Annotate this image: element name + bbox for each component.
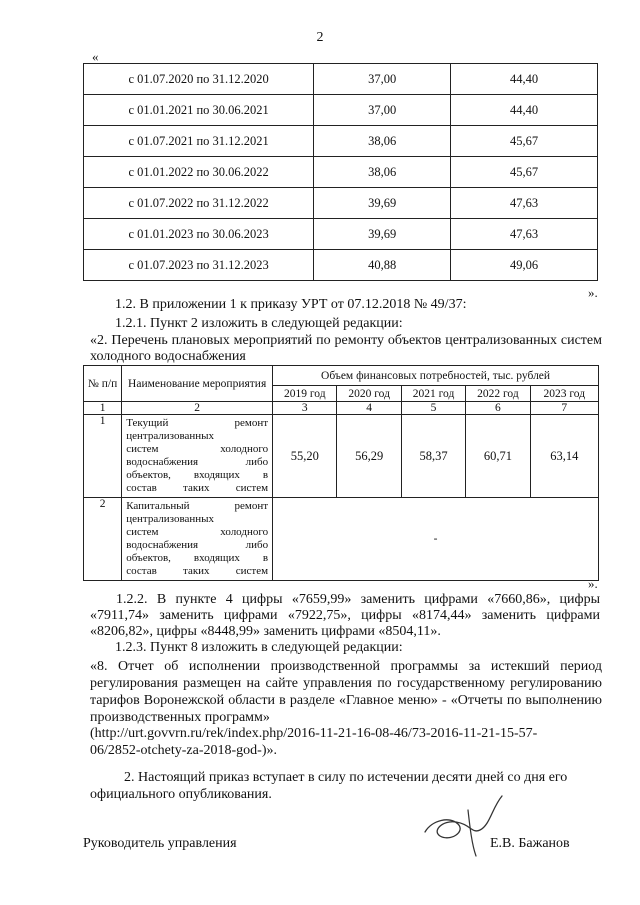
row-num: 1 <box>84 415 122 498</box>
item-8-text: «8. Отчет об исполнении производственной программы за истекший период регулирования размещен на сайте управления по государственному регулированию тарифов Воронежской области в разделе «Главное меню» - «Отчеты по выполнению производственных программ» <box>90 659 602 725</box>
index-cell: 7 <box>530 402 598 415</box>
index-cell: 5 <box>401 402 465 415</box>
index-cell: 2 <box>122 402 273 415</box>
table-row <box>84 250 598 281</box>
value-cell: 56,29 <box>337 415 401 498</box>
costs-table <box>83 365 599 581</box>
year-header: 2019 год <box>273 386 337 402</box>
index-cell: 1 <box>84 402 122 415</box>
table-row <box>84 157 598 188</box>
period-cell: с 01.07.2020 по 31.12.2020 <box>84 64 314 95</box>
value-cell: 38,06 <box>314 126 451 157</box>
value-cell: 37,00 <box>314 95 451 126</box>
value-cell: 39,69 <box>314 219 451 250</box>
year-header: 2023 год <box>530 386 598 402</box>
closing-quote: ». <box>588 285 598 300</box>
index-cell: 3 <box>273 402 337 415</box>
signer-name: Е.В. Бажанов <box>490 836 570 851</box>
header-num: № п/п <box>84 366 122 402</box>
value-cell: 38,06 <box>314 157 451 188</box>
value-cell: 44,40 <box>451 95 598 126</box>
period-cell: с 01.07.2023 по 31.12.2023 <box>84 250 314 281</box>
item-2-line2: официального опубликования. <box>90 787 272 802</box>
item-1-2-2: 1.2.2. В пункте 4 цифры «7659,99» заменить цифрами «7660,86», цифры «7911,74» заменить цифрами «7922,75», цифры «8174,44» заменить цифрами «8206,82», цифры «8448,99» заменить цифрами «8504,11». <box>90 592 600 639</box>
value-cell: 58,37 <box>401 415 465 498</box>
value-cell: 55,20 <box>273 415 337 498</box>
value-cell: 37,00 <box>314 64 451 95</box>
table-row <box>84 95 598 126</box>
merged-value-cell: - <box>273 498 599 581</box>
item-2-line1: 2. Настоящий приказ вступает в силу по истечении десяти дней со дня его <box>124 770 568 785</box>
year-header: 2020 год <box>337 386 401 402</box>
index-cell: 6 <box>466 402 530 415</box>
signer-title: Руководитель управления <box>83 836 237 851</box>
value-cell: 40,88 <box>314 250 451 281</box>
activity-name: Капитальный ремонт централизованных систем холодного водоснабжения либо объектов, входящих в состав таких систем <box>122 498 273 581</box>
item-8-url-line2: 06/2852-otchety-za-2018-god-)». <box>90 743 277 758</box>
header-name: Наименование мероприятия <box>122 366 273 402</box>
table-row <box>84 498 599 581</box>
period-cell: с 01.01.2023 по 30.06.2023 <box>84 219 314 250</box>
value-cell: 44,40 <box>451 64 598 95</box>
table-row <box>84 219 598 250</box>
row-num: 2 <box>84 498 122 581</box>
table-row <box>84 126 598 157</box>
table-row <box>84 415 599 498</box>
value-cell: 45,67 <box>451 126 598 157</box>
value-cell: 47,63 <box>451 219 598 250</box>
value-cell: 63,14 <box>530 415 598 498</box>
value-cell: 39,69 <box>314 188 451 219</box>
value-cell: 47,63 <box>451 188 598 219</box>
closing-quote: ». <box>588 576 598 591</box>
tariff-table <box>83 63 598 281</box>
index-cell: 4 <box>337 402 401 415</box>
period-cell: с 01.07.2022 по 31.12.2022 <box>84 188 314 219</box>
period-cell: с 01.07.2021 по 31.12.2021 <box>84 126 314 157</box>
period-cell: с 01.01.2022 по 30.06.2022 <box>84 157 314 188</box>
item-1-2-1: 1.2.1. Пункт 2 изложить в следующей редакции: <box>115 316 403 331</box>
item-8-url-line1: (http://urt.govvrn.ru/rek/index.php/2016-11-21-16-08-46/73-2016-11-21-15-57- <box>90 726 538 741</box>
value-cell: 45,67 <box>451 157 598 188</box>
value-cell: 49,06 <box>451 250 598 281</box>
item-1-2: 1.2. В приложении 1 к приказу УРТ от 07.12.2018 № 49/37: <box>115 297 467 312</box>
value-cell: 60,71 <box>466 415 530 498</box>
item-1-2-3: 1.2.3. Пункт 8 изложить в следующей редакции: <box>115 640 403 655</box>
table-row <box>84 64 598 95</box>
page-number: 2 <box>316 30 324 45</box>
activity-name: Текущий ремонт централизованных систем холодного водоснабжения либо объектов, входящих в состав таких систем <box>122 415 273 498</box>
list-title: «2. Перечень плановых мероприятий по ремонту объектов централизованных систем холодного водоснабжения <box>90 333 602 364</box>
period-cell: с 01.01.2021 по 30.06.2021 <box>84 95 314 126</box>
header-volume: Объем финансовых потребностей, тыс. рублей <box>273 366 599 386</box>
year-header: 2022 год <box>466 386 530 402</box>
year-header: 2021 год <box>401 386 465 402</box>
table-row <box>84 188 598 219</box>
opening-quote: « <box>92 49 99 64</box>
